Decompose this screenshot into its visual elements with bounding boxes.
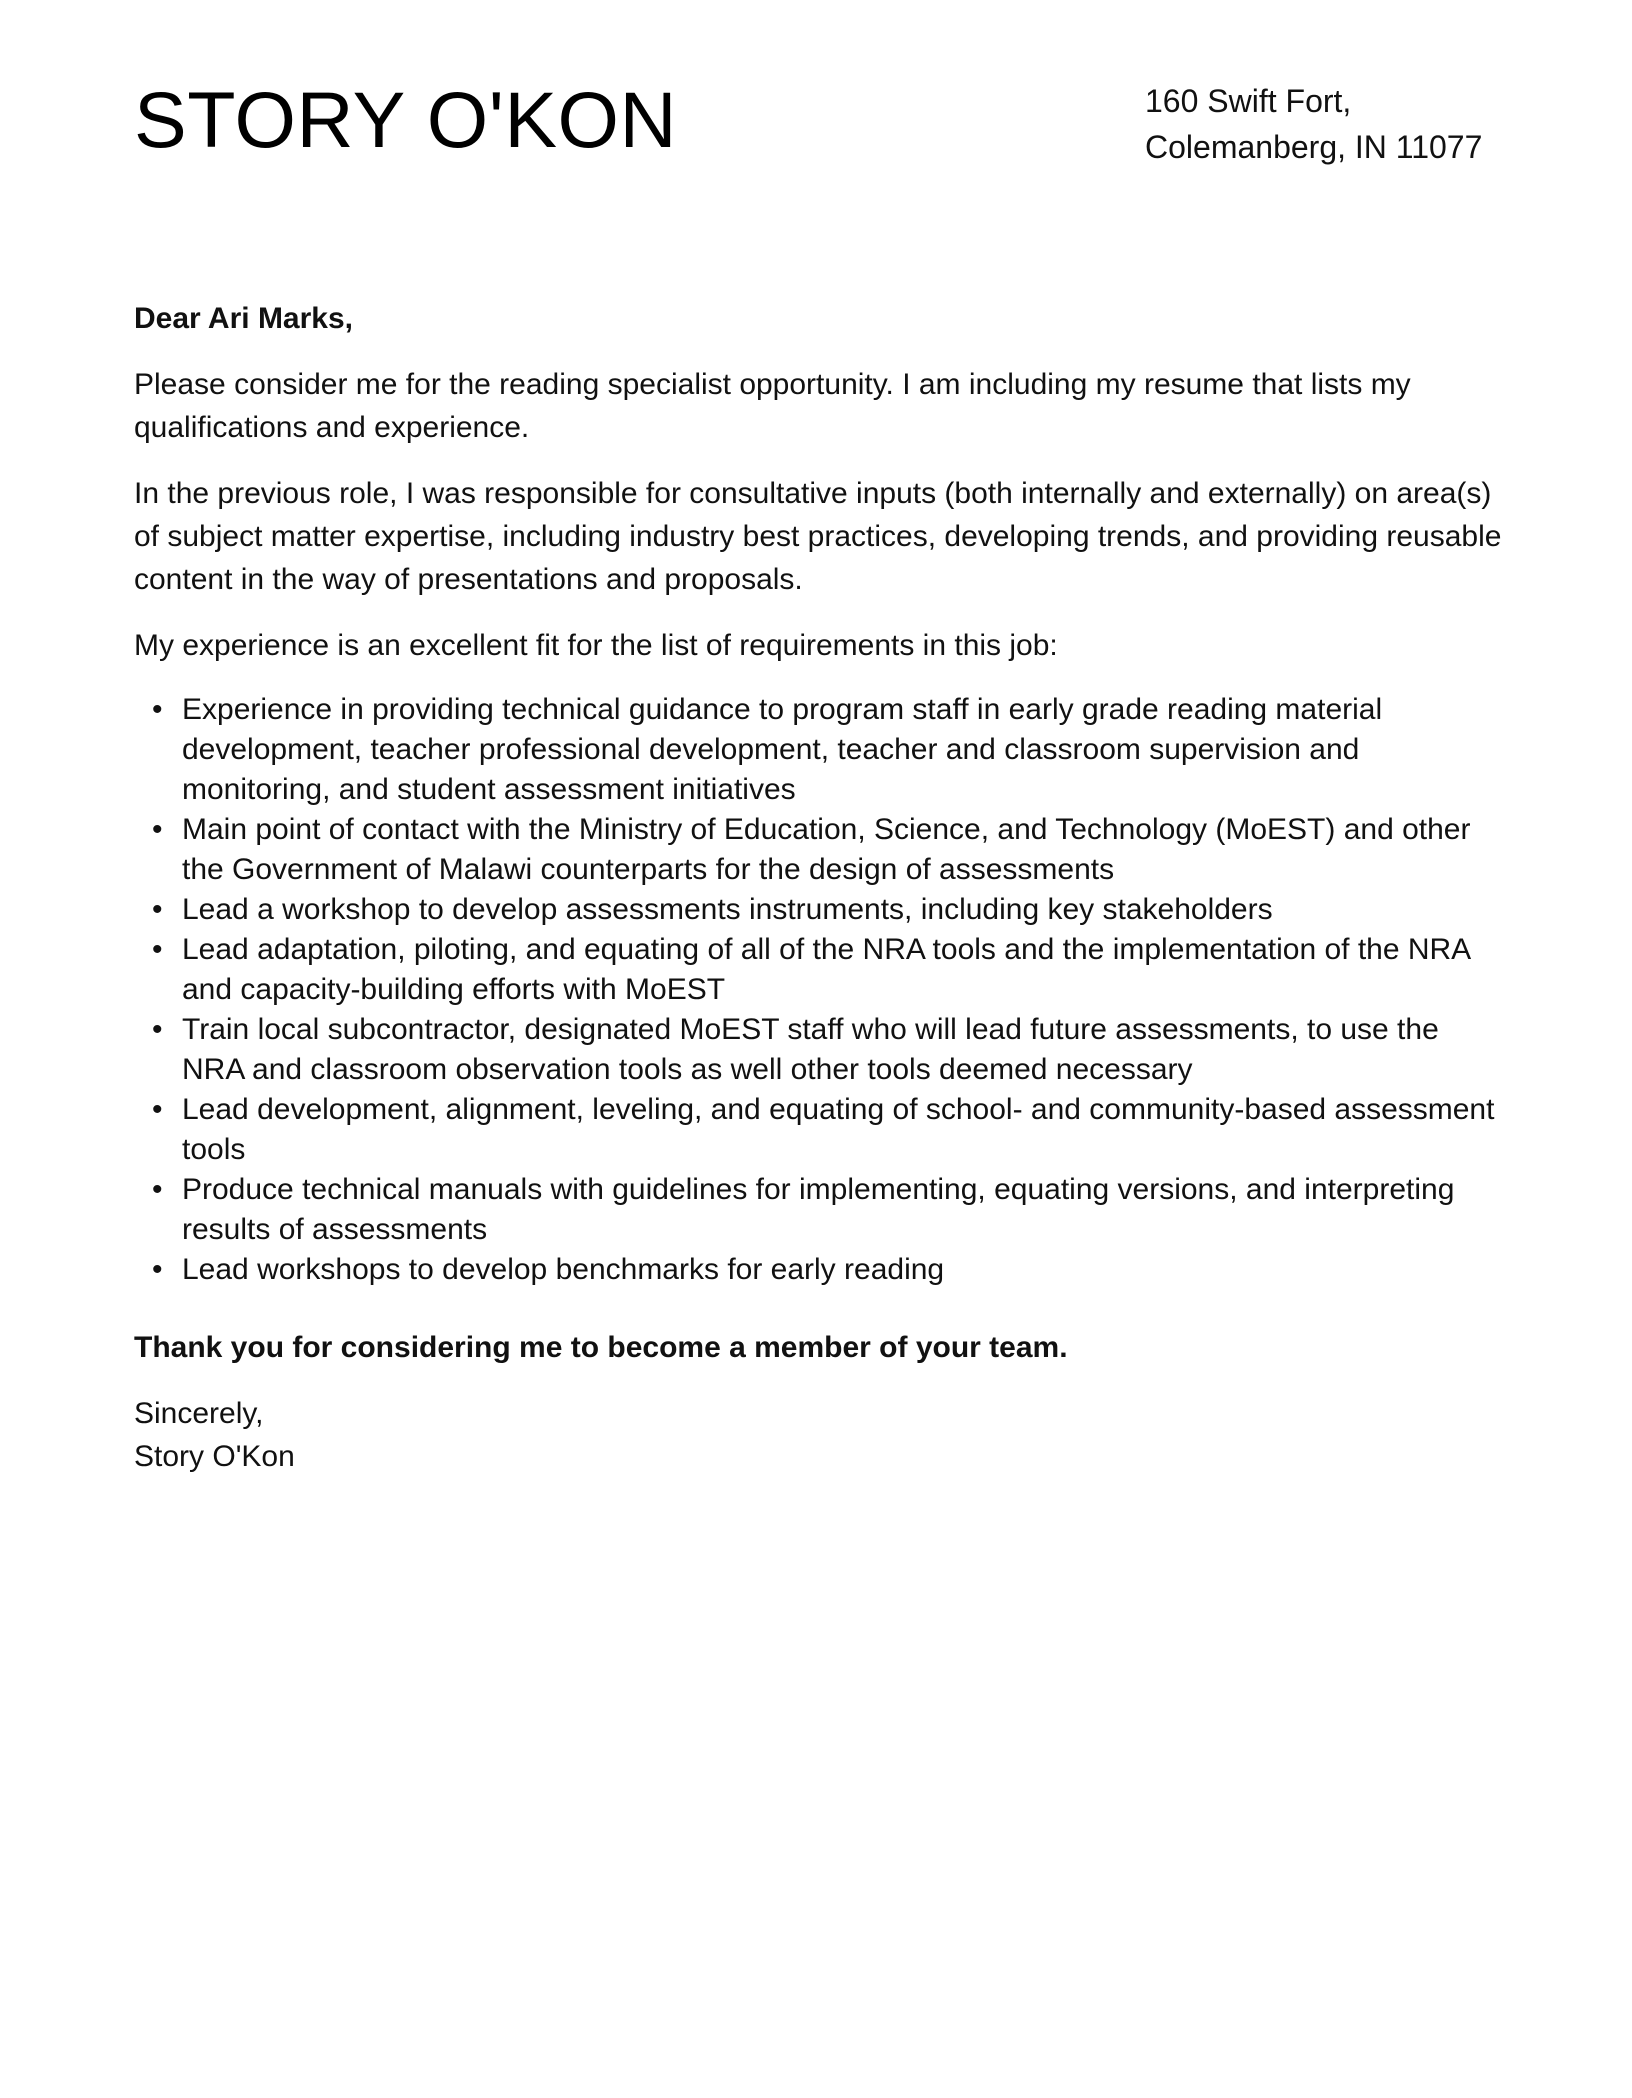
bullet-icon: • [152,893,163,926]
signoff-block [134,1392,1504,1478]
bullet-icon: • [152,1173,163,1206]
list-item-text: Train local subcontractor, designated MoEST staff who will lead future assessments, to use the NRA and classroom observation tools as well other tools deemed necessary [182,1013,1439,1086]
list-item [134,690,1504,810]
list-item [134,1090,1504,1170]
list-item-text: Lead development, alignment, leveling, and equating of school- and community-based assessment tools [182,1093,1495,1166]
list-item [134,810,1504,890]
list-item [134,890,1504,930]
list-item-text: Lead workshops to develop benchmarks for early reading [182,1253,945,1286]
intro-paragraph: Please consider me for the reading specialist opportunity. I am including my resume that lists my qualifications and experience. [134,368,1411,444]
letter-body [134,297,1504,1478]
bullet-icon: • [152,933,163,966]
closing-statement: Thank you for considering me to become a member of your team. [134,1331,1068,1364]
bullet-icon: • [152,813,163,846]
bullet-icon: • [152,693,163,726]
applicant-name: STORY O'KON [134,75,678,164]
applicant-address [1145,78,1482,170]
list-item-text: Experience in providing technical guidance to program staff in early grade reading material development, teacher professional development, teacher and classroom supervision and monitoring, and student assessment initiatives [182,693,1383,806]
list-item-text: Lead adaptation, piloting, and equating of all of the NRA tools and the implementation of the NRA and capacity-building efforts with MoEST [182,933,1470,1006]
address-line-1: 160 Swift Fort, [1145,83,1352,119]
salutation: Dear Ari Marks, [134,302,353,335]
list-item [134,1250,1504,1290]
bullet-icon: • [152,1013,163,1046]
signoff: Sincerely, [134,1397,264,1430]
requirements-list [134,690,1504,1290]
letter-header [134,70,1500,190]
previous-role-paragraph: In the previous role, I was responsible for consultative inputs (both internally and externally) on area(s) of subject matter expertise, including industry best practices, developing trends, and providing reusable content in the way of presentations and proposals. [134,477,1502,596]
list-item-text: Produce technical manuals with guidelines for implementing, equating versions, and interpreting results of assessments [182,1173,1455,1246]
address-line-2: Colemanberg, IN 11077 [1145,129,1483,165]
signature-name: Story O'Kon [134,1440,295,1473]
list-item-text: Lead a workshop to develop assessments instruments, including key stakeholders [182,893,1273,926]
bullet-icon: • [152,1253,163,1286]
list-item [134,930,1504,1010]
bullet-icon: • [152,1093,163,1126]
list-item-text: Main point of contact with the Ministry of Education, Science, and Technology (MoEST) and other the Government of Malawi counterparts for the design of assessments [182,813,1471,886]
list-item [134,1010,1504,1090]
list-item [134,1170,1504,1250]
requirements-intro-paragraph: My experience is an excellent fit for the list of requirements in this job: [134,629,1058,662]
